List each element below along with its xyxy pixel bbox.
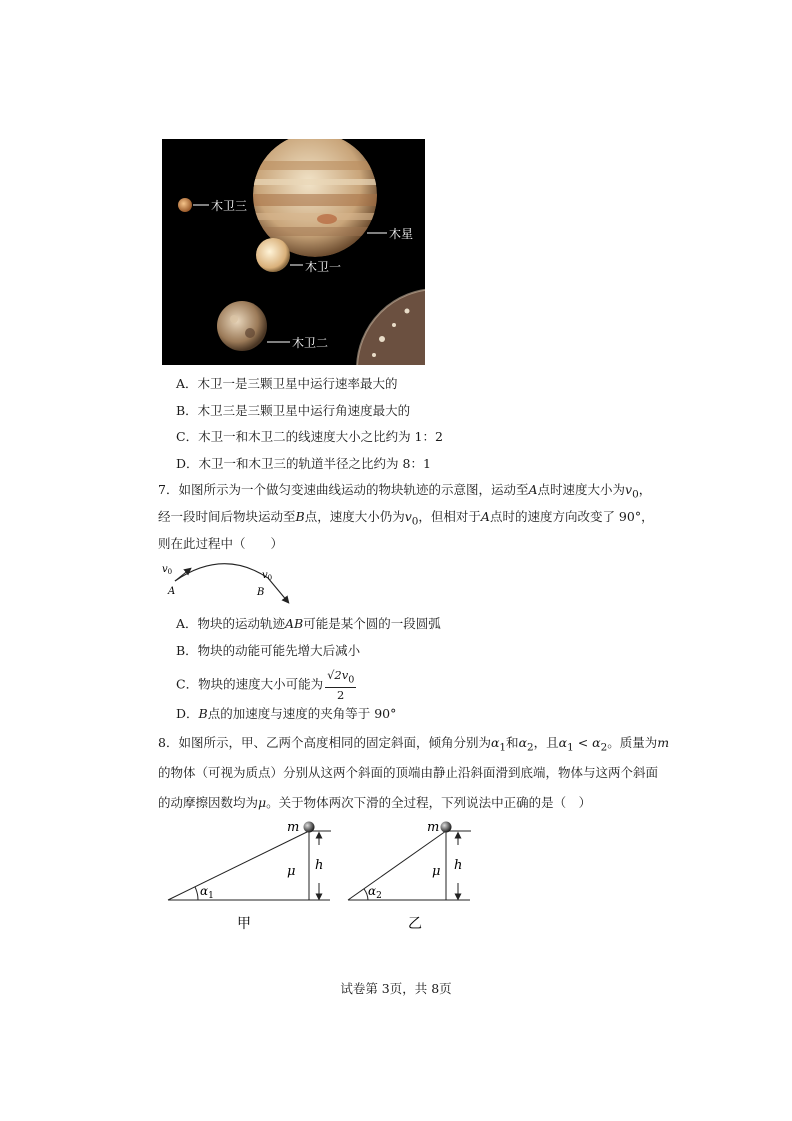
caption-yi: 乙 xyxy=(408,916,422,932)
incline-yi xyxy=(348,820,471,932)
q8-stem-line2: 的物体（可视为质点）分别从这两个斜面的顶端由静止沿斜面滑到底端，物体与这两个斜面 xyxy=(158,765,659,780)
svg-text:h: h xyxy=(454,858,463,873)
svg-text:h: h xyxy=(315,858,324,873)
q7-stem-line2: 经一段时间后物块运动至B点，速度大小仍为$v_0$，但相对于A点时的速度方向改变了 90°， xyxy=(158,509,654,528)
caption-jia: 甲 xyxy=(237,916,251,932)
svg-text:μ: μ xyxy=(432,864,441,879)
q7-stem-line1: 7．如图所示为一个做匀变速曲线运动的物块轨迹的示意图，运动至A点时速度大小为$v_0$， xyxy=(158,482,652,501)
label-europa: 木卫二 xyxy=(292,336,329,350)
q6-option-b: B．木卫三是三颗卫星中运行角速度最大的 xyxy=(176,403,411,418)
moon-europa xyxy=(217,301,267,351)
q8-incline-figures xyxy=(160,815,500,935)
svg-text:m: m xyxy=(427,820,440,835)
q8-stem-line3: 的动摩擦因数均为μ。关于物体两次下滑的全过程，下列说法中正确的是（ ） xyxy=(158,795,592,810)
q7-option-b: B．物块的动能可能先增大后减小 xyxy=(176,643,361,658)
q7-trajectory-figure xyxy=(155,558,300,608)
q7-option-d: D．B点的加速度与速度的夹角等于 90° xyxy=(176,706,397,721)
velocity-arrow-a xyxy=(175,569,190,581)
point-a-label: A xyxy=(168,586,176,597)
label-io: 木卫一 xyxy=(305,260,342,274)
svg-text:v0: $v_0$ xyxy=(262,570,273,582)
q8-stem-line1: 8．如图所示，甲、乙两个高度相同的固定斜面，倾角分别为$\alpha_1$和$\alpha_2$，且$\alpha_1 < \alpha_2$。质量为m xyxy=(158,735,670,754)
block-m-yi xyxy=(441,822,452,833)
svg-text:m: m xyxy=(287,820,300,835)
trajectory-curve xyxy=(175,564,268,581)
q7-option-c: C．物块的速度大小可能为 $\frac{√2v_0}{2}$ xyxy=(176,668,355,703)
moon-io xyxy=(256,238,290,272)
jupiter-moons-photo xyxy=(162,139,425,365)
svg-text:α2: $\alpha_2$ xyxy=(368,884,382,901)
svg-text:α1: $\alpha_1$ xyxy=(200,884,214,901)
label-callisto: 木卫三 xyxy=(211,199,248,213)
svg-text:v0: $v_0$ xyxy=(162,564,173,576)
q7-stem-line3: 则在此过程中（ ） xyxy=(158,536,284,551)
moon-small xyxy=(178,198,192,212)
page-footer: 试卷第 3页，共 8页 xyxy=(340,981,452,996)
svg-text:μ: μ xyxy=(287,864,296,879)
incline-jia xyxy=(168,820,331,932)
block-m-jia xyxy=(304,822,315,833)
point-b-label: B xyxy=(257,587,265,598)
q6-option-d: D．木卫一和木卫三的轨道半径之比约为 8：1 xyxy=(176,456,431,471)
q7-option-a: A．物块的运动轨迹AB可能是某个圆的一段圆弧 xyxy=(176,616,441,631)
q6-option-c: C．木卫一和木卫二的线速度大小之比约为 1：2 xyxy=(176,429,443,444)
q6-option-a: A．木卫一是三颗卫星中运行速率最大的 xyxy=(176,376,398,391)
label-jupiter: 木星 xyxy=(389,227,414,241)
